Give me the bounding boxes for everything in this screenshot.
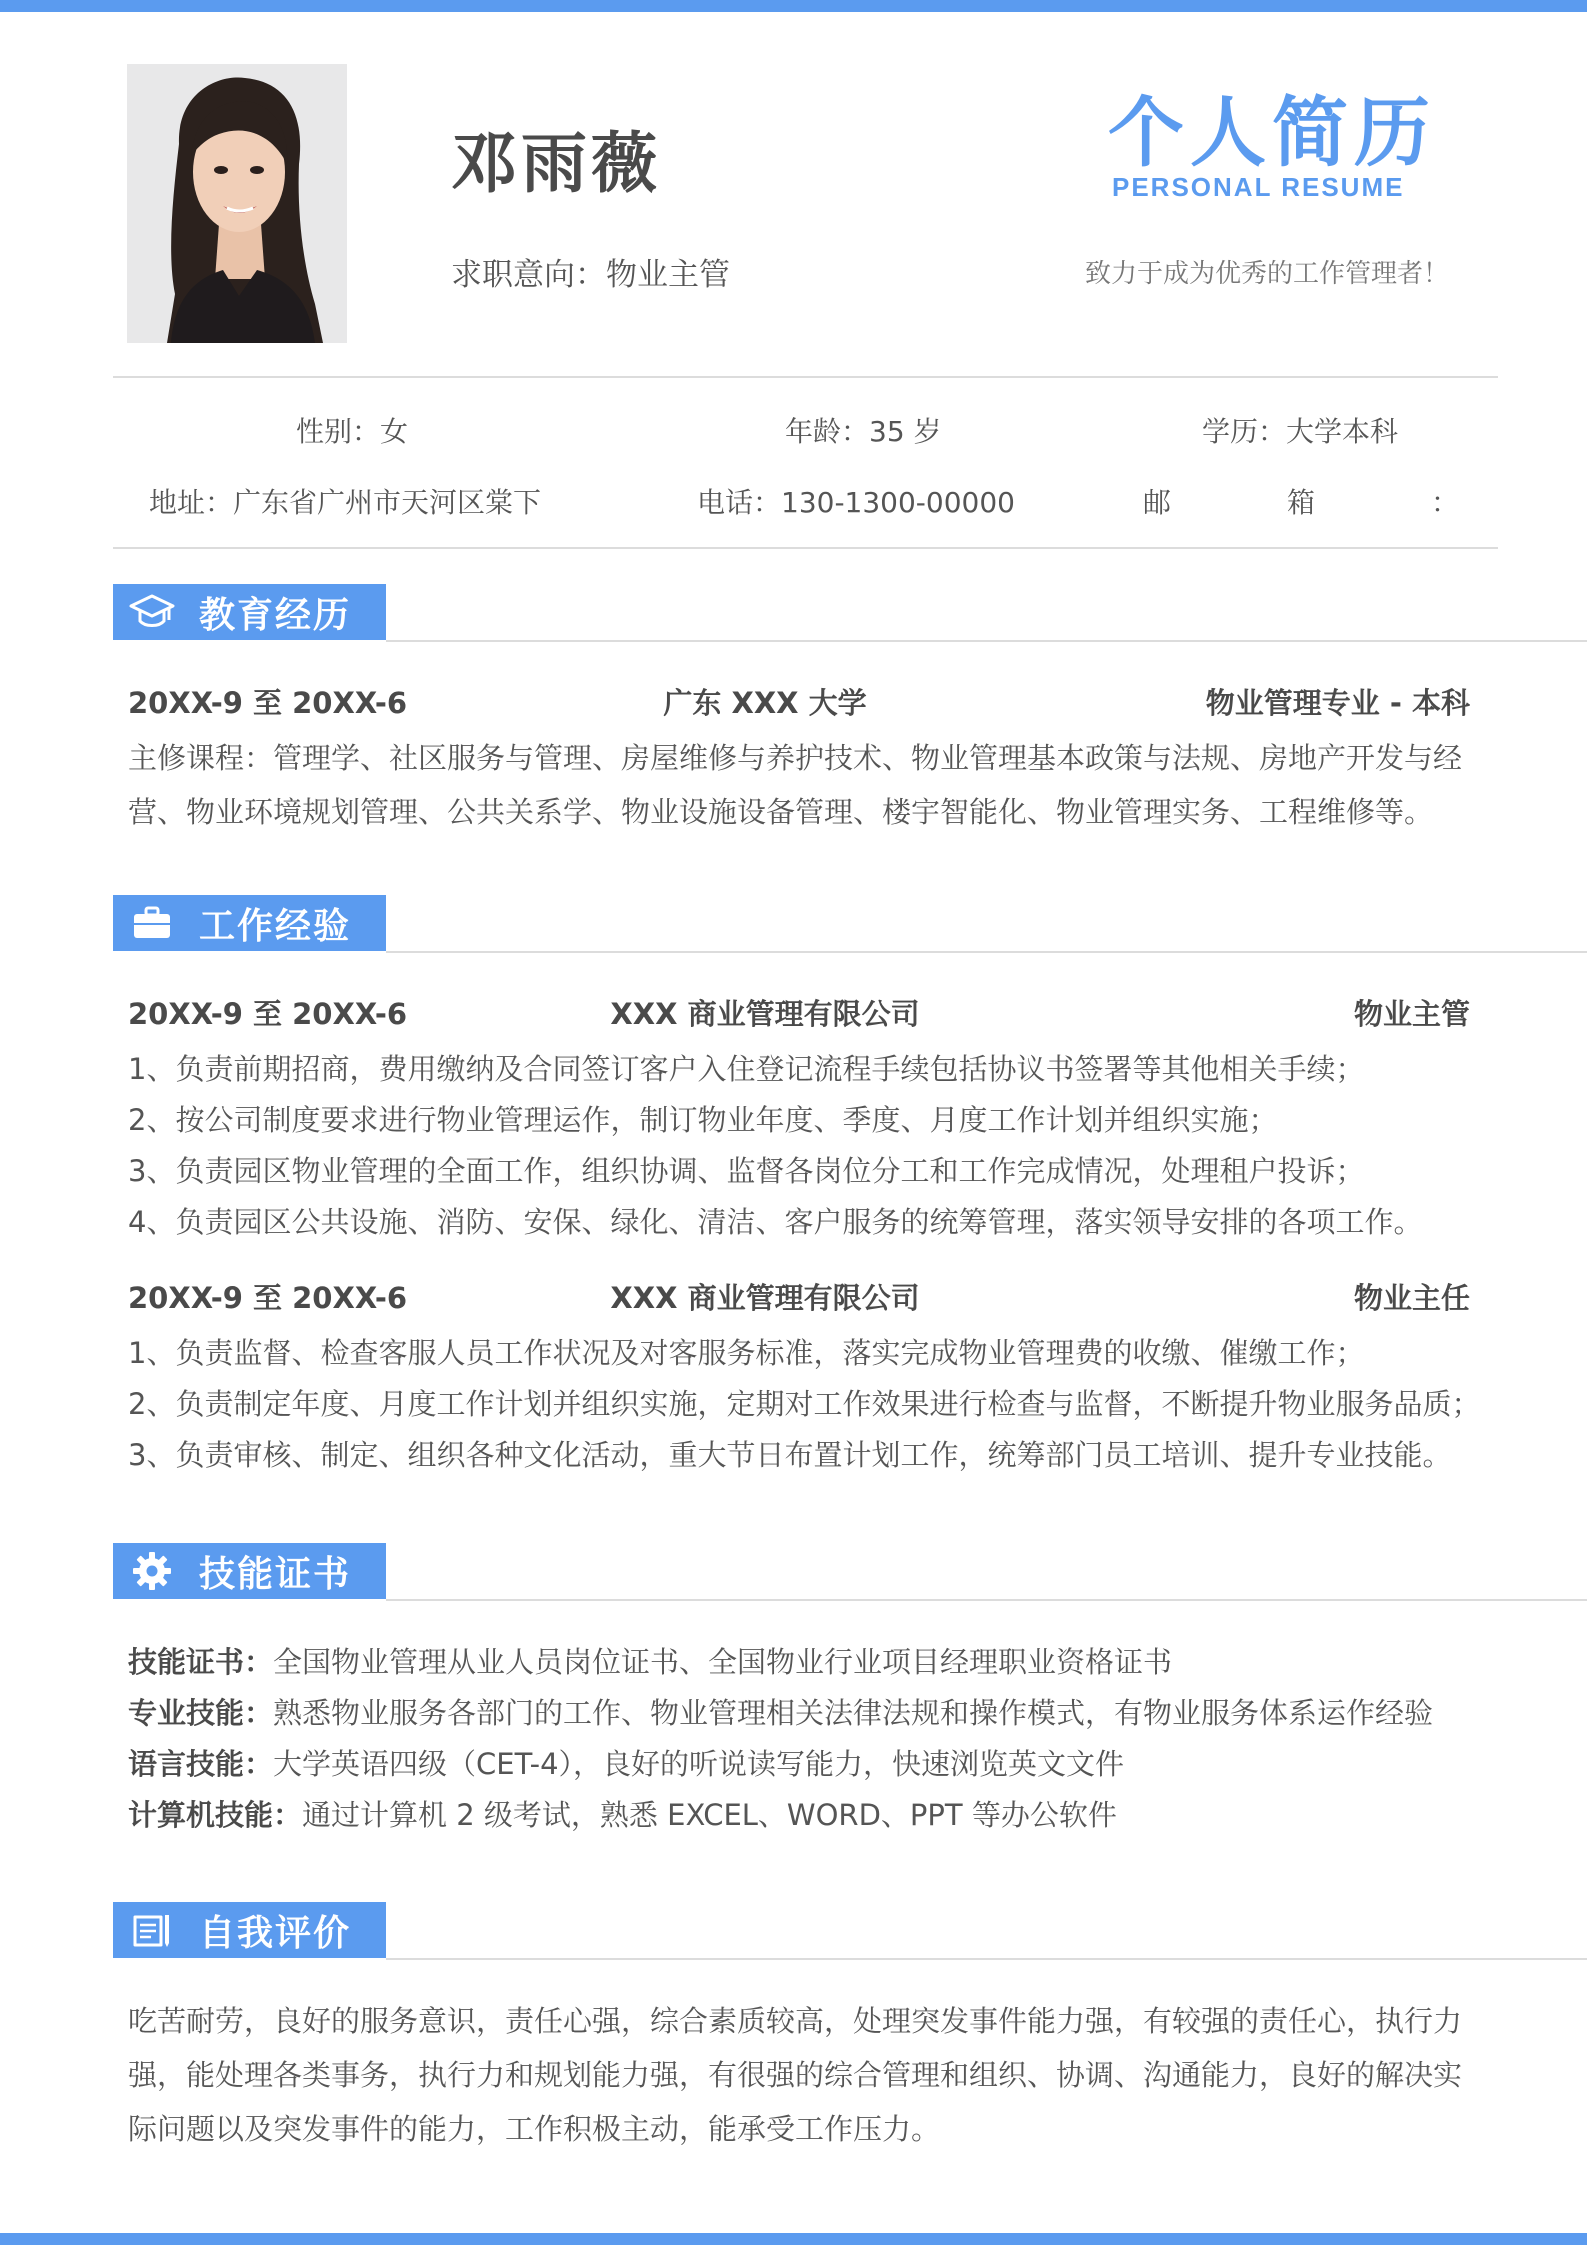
info-gender: 性别：女	[296, 415, 409, 448]
section-rule	[386, 1599, 1587, 1601]
duty-line: 1、负责前期招商，费用缴纳及合同签订客户入住登记流程手续包括协议书签署等其他相关手续；	[128, 1052, 1365, 1086]
work-period: 20XX-9 至 20XX-6	[128, 997, 408, 1031]
motto: 致力于成为优秀的工作管理者！	[1085, 259, 1450, 289]
info-age: 年龄：35 岁	[785, 415, 942, 448]
education-row	[128, 681, 1470, 721]
work-position: 物业主管	[1353, 997, 1470, 1031]
section-title: 自我评价	[199, 1912, 352, 1954]
work-company: XXX 商业管理有限公司	[610, 1281, 920, 1315]
skill-value: 全国物业管理从业人员岗位证书、全国物业行业项目经理职业资格证书	[273, 1645, 1173, 1679]
work-period: 20XX-9 至 20XX-6	[128, 1281, 408, 1315]
work-position: 物业主任	[1353, 1281, 1470, 1315]
section-skills-header	[113, 1543, 1494, 1601]
info-email	[1143, 481, 1459, 521]
education-major: 物业管理专业 - 本科	[1205, 686, 1470, 720]
section-rule	[386, 640, 1587, 642]
duty-line: 1、负责监督、检查客服人员工作状况及对客服务标准，落实完成物业管理费的收缴、催缴工作；	[128, 1336, 1365, 1370]
text-line: 营、物业环境规划管理、公共关系学、物业设施设备管理、楼宇智能化、物业管理实务、工程维修等。	[128, 795, 1434, 829]
text-line: 主修课程：管理学、社区服务与管理、房屋维修与养护技术、物业管理基本政策与法规、房地产开发与经	[128, 741, 1463, 775]
email-char: ：	[1430, 486, 1459, 519]
resume-title-en: PERSONAL RESUME	[1112, 172, 1405, 202]
section-work-header	[113, 895, 1494, 953]
profile-photo	[127, 64, 347, 343]
section-education-header	[113, 584, 1494, 642]
info-phone: 电话：130-1300-00000	[697, 486, 1015, 519]
education-courses	[128, 731, 1480, 839]
skill-item	[128, 1739, 1480, 1790]
self-evaluation	[128, 1994, 1480, 2156]
skill-key: 技能证书：	[128, 1645, 274, 1679]
resume-title: 个人简历	[1108, 88, 1436, 177]
section-tab	[113, 584, 386, 640]
text-line: 际问题以及突发事件的能力，工作积极主动，能承受工作压力。	[128, 2112, 941, 2146]
education-period: 20XX-9 至 20XX-6	[128, 686, 408, 720]
education-school: 广东 XXX 大学	[663, 686, 867, 720]
info-education: 学历：大学本科	[1202, 415, 1399, 448]
skill-key: 计算机技能：	[128, 1798, 303, 1832]
skills-list	[128, 1637, 1480, 1841]
job-intent: 求职意向：物业主管	[451, 257, 730, 293]
top-accent-bar	[0, 0, 1587, 12]
duty-line: 4、负责园区公共设施、消防、安保、绿化、清洁、客户服务的统筹管理，落实领导安排的各项工作。	[128, 1205, 1423, 1239]
text-line: 吃苦耐劳，良好的服务意识，责任心强，综合素质较高，处理突发事件能力强，有较强的责任心，执行力	[128, 2004, 1463, 2038]
duty-line: 2、负责制定年度、月度工作计划并组织实施，定期对工作效果进行检查与监督，不断提升物业服务品质；	[128, 1387, 1481, 1421]
section-rule	[386, 1958, 1587, 1960]
section-rule	[386, 951, 1587, 953]
graduation-cap-icon	[127, 592, 177, 632]
skill-value: 熟悉物业服务各部门的工作、物业管理相关法律法规和操作模式，有物业服务体系运作经验	[273, 1696, 1434, 1730]
work-duties	[128, 1328, 1480, 1481]
briefcase-icon	[127, 903, 177, 943]
skill-key: 语言技能：	[128, 1747, 274, 1781]
bottom-accent-bar	[0, 2233, 1587, 2245]
duty-line: 3、负责审核、制定、组织各种文化活动，重大节日布置计划工作，统筹部门员工培训、提升专业技能。	[128, 1438, 1452, 1472]
section-title: 工作经验	[199, 905, 352, 947]
duty-line: 3、负责园区物业管理的全面工作，组织协调、监督各岗位分工和工作完成情况，处理租户投诉；	[128, 1154, 1365, 1188]
skill-value: 通过计算机 2 级考试，熟悉 EXCEL、WORD、PPT 等办公软件	[302, 1798, 1117, 1832]
work-row	[128, 1276, 1470, 1316]
skill-item	[128, 1637, 1480, 1688]
section-title: 技能证书	[199, 1553, 352, 1595]
divider	[113, 376, 1498, 378]
section-self-header	[113, 1902, 1494, 1960]
email-char: 箱	[1286, 486, 1315, 519]
section-tab	[113, 1902, 386, 1958]
section-tab	[113, 1543, 386, 1599]
email-char: 邮	[1143, 486, 1172, 519]
duty-line: 2、按公司制度要求进行物业管理运作，制订物业年度、季度、月度工作计划并组织实施；	[128, 1103, 1278, 1137]
candidate-name: 邓雨薇	[451, 125, 661, 202]
work-duties	[128, 1044, 1480, 1248]
work-row	[128, 992, 1470, 1032]
gear-icon	[127, 1551, 177, 1591]
section-tab	[113, 895, 386, 951]
skill-key: 专业技能：	[128, 1696, 274, 1730]
notebook-icon	[127, 1910, 177, 1950]
divider	[113, 547, 1498, 549]
info-address: 地址：广东省广州市天河区棠下	[149, 486, 542, 519]
section-title: 教育经历	[199, 594, 352, 636]
skill-item	[128, 1790, 1480, 1841]
work-company: XXX 商业管理有限公司	[610, 997, 920, 1031]
skill-value: 大学英语四级（CET-4），良好的听说读写能力，快速浏览英文文件	[273, 1747, 1125, 1781]
skill-item	[128, 1688, 1480, 1739]
text-line: 强，能处理各类事务，执行力和规划能力强，有很强的综合管理和组织、协调、沟通能力，良好的解决实	[128, 2058, 1463, 2092]
